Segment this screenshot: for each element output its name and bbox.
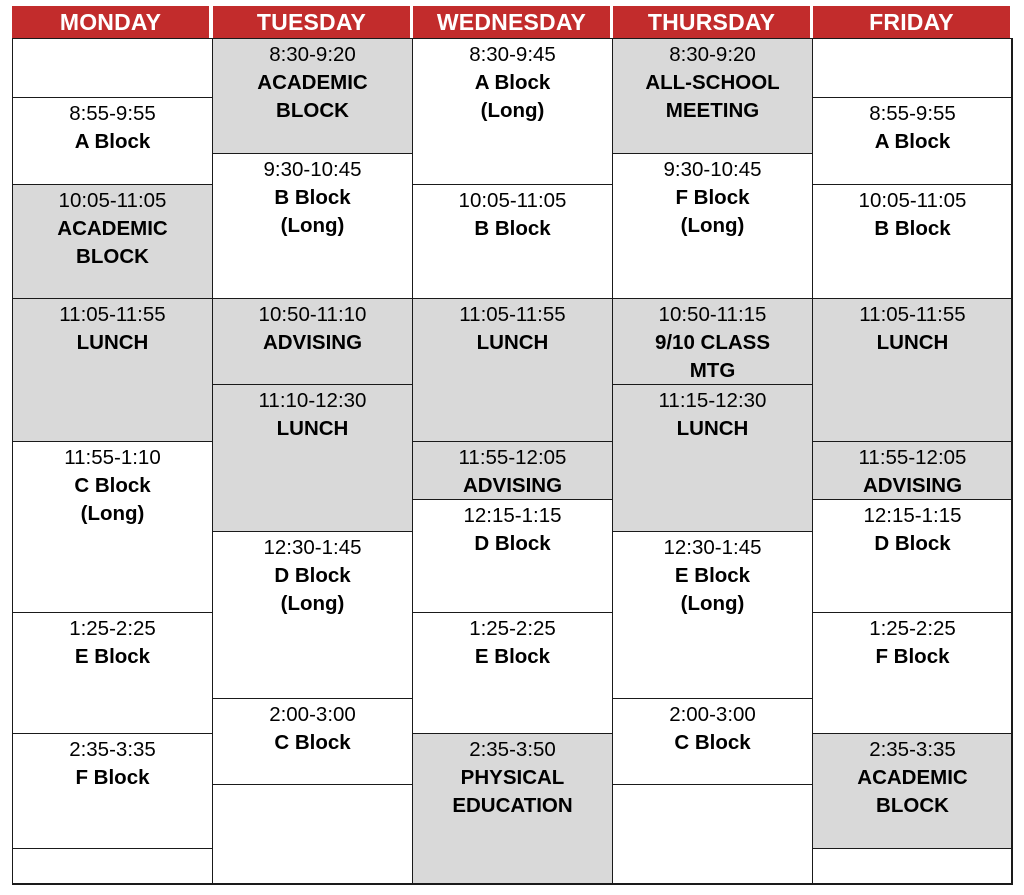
block-name: ADVISING [462,474,563,497]
block-time: 2:35-3:35 [69,738,156,761]
block-time: 11:55-1:10 [64,446,161,469]
schedule-block [612,298,813,385]
block-name: D Block [874,532,951,555]
block-name: E Block [74,645,151,668]
block-name: LUNCH [276,417,349,440]
block-time: 10:05-11:05 [458,189,567,212]
block-name: B Block [474,217,551,240]
block-name: ADVISING [862,474,963,497]
schedule-block [212,531,413,699]
block-time: 1:25-2:25 [869,617,956,640]
block-name: A Block [874,130,951,153]
block-time: 12:30-1:45 [663,536,762,559]
schedule-block [212,298,413,385]
block-name: LUNCH [476,331,549,354]
block-name: F Block (Long) [675,186,750,237]
schedule-block [612,531,813,699]
block-time: 10:50-11:15 [658,303,767,326]
block-time: 8:55-9:55 [869,102,956,125]
schedule-block [212,784,413,885]
block-name: D Block [474,532,551,555]
block-name: C Block (Long) [74,474,151,525]
block-time: 12:30-1:45 [263,536,362,559]
schedule-block [412,184,613,299]
block-time: 9:30-10:45 [663,158,762,181]
block-time: 8:55-9:55 [69,102,156,125]
schedule-block [412,733,613,885]
block-time: 8:30-9:20 [669,43,756,66]
block-name: A Block [74,130,151,153]
schedule-block [612,698,813,785]
block-time: 8:30-9:20 [269,43,356,66]
block-name: F Block [875,645,950,668]
block-time: 2:35-3:35 [869,738,956,761]
schedule-block [12,848,213,885]
block-name: A Block (Long) [474,71,551,122]
block-name: ACADEMIC BLOCK [857,766,968,817]
block-name: D Block (Long) [274,564,351,615]
schedule-block [812,97,1013,185]
schedule-block [212,384,413,532]
schedule-block [212,698,413,785]
block-time: 11:05-11:55 [59,303,166,326]
schedule-block [812,298,1013,442]
schedule-block [212,153,413,299]
schedule-block [12,38,213,98]
schedule-block [12,441,213,613]
day-header-friday: FRIDAY [813,6,1010,38]
schedule-block [12,97,213,185]
day-header-wednesday: WEDNESDAY [413,6,610,38]
schedule-block [612,38,813,154]
block-name: ALL-SCHOOL MEETING [645,71,780,122]
block-name: ADVISING [262,331,363,354]
schedule-block [412,298,613,442]
schedule-block [12,298,213,442]
schedule-block [412,612,613,734]
block-name: E Block [474,645,551,668]
block-name: ACADEMIC BLOCK [257,71,368,122]
block-name: F Block [75,766,150,789]
block-name: C Block [674,731,751,754]
block-time: 10:05-11:05 [58,189,167,212]
schedule-block [12,733,213,849]
schedule-block [412,441,613,500]
block-time: 11:05-11:55 [859,303,966,326]
schedule-block [812,441,1013,500]
block-name: LUNCH [76,331,149,354]
block-name: C Block [274,731,351,754]
block-time: 2:35-3:50 [469,738,556,761]
schedule-block [12,612,213,734]
schedule-block [812,38,1013,98]
block-name: 9/10 CLASS MTG [654,331,771,382]
block-time: 11:55-12:05 [858,446,967,469]
schedule-block [612,384,813,532]
block-name: E Block (Long) [674,564,751,615]
block-time: 11:15-12:30 [658,389,767,412]
block-name: B Block (Long) [274,186,351,237]
block-name: LUNCH [676,417,749,440]
schedule-block [612,784,813,885]
schedule-block [612,153,813,299]
schedule-block [812,184,1013,299]
block-time: 10:50-11:10 [258,303,367,326]
schedule-block [212,38,413,154]
block-name: ACADEMIC BLOCK [57,217,168,268]
schedule-block [12,184,213,299]
block-time: 2:00-3:00 [669,703,756,726]
block-time: 10:05-11:05 [858,189,967,212]
block-name: LUNCH [876,331,949,354]
block-time: 2:00-3:00 [269,703,356,726]
block-name: B Block [874,217,951,240]
block-name: PHYSICAL EDUCATION [452,766,573,817]
schedule-block [812,499,1013,613]
day-header-tuesday: TUESDAY [213,6,410,38]
schedule-block [812,733,1013,849]
block-time: 12:15-1:15 [863,504,962,527]
block-time: 8:30-9:45 [469,43,556,66]
block-time: 1:25-2:25 [469,617,556,640]
block-time: 11:55-12:05 [458,446,567,469]
block-time: 1:25-2:25 [69,617,156,640]
block-time: 12:15-1:15 [463,504,562,527]
block-time: 11:05-11:55 [459,303,566,326]
day-header-thursday: THURSDAY [613,6,810,38]
block-time: 11:10-12:30 [258,389,367,412]
schedule-block [412,38,613,185]
schedule-block [412,499,613,613]
block-time: 9:30-10:45 [263,158,362,181]
schedule-block [812,848,1013,885]
day-header-monday: MONDAY [12,6,209,38]
schedule-block [812,612,1013,734]
